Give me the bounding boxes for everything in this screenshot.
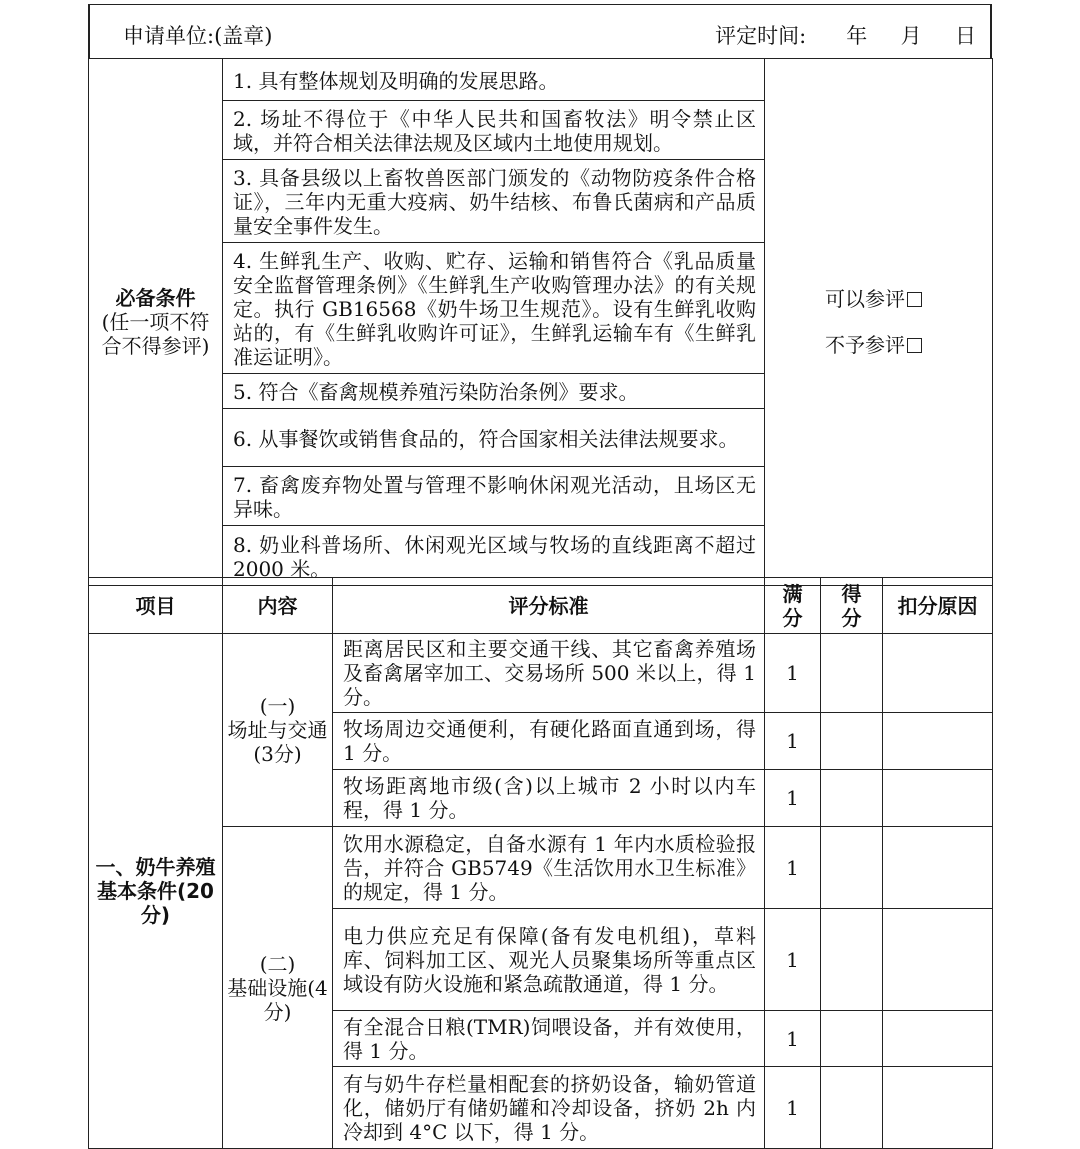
column-header-score: 得分 — [821, 578, 883, 634]
evaluation-date-label: 评定时间: 年 月 日 — [715, 24, 976, 48]
score-input-cell[interactable] — [821, 634, 883, 713]
deduction-reason-cell[interactable] — [883, 909, 993, 1011]
column-header-criteria: 评分标准 — [333, 578, 765, 634]
full-score-cell: 1 — [765, 1067, 821, 1149]
prerequisites-table — [88, 58, 993, 586]
score-input-cell[interactable] — [821, 1011, 883, 1067]
group-title: 基础设施(4分) — [227, 975, 328, 1024]
group-title: 场址与交通(3分) — [227, 718, 328, 766]
not-eligible-option-label: 不予参评 — [825, 333, 905, 357]
deduction-reason-cell[interactable] — [883, 1067, 993, 1149]
score-input-cell[interactable] — [821, 770, 883, 827]
column-header-full-score: 满分 — [765, 578, 821, 634]
criteria-cell: 牧场距离地市级(含)以上城市 2 小时以内车程，得 1 分。 — [333, 770, 765, 827]
score-input-cell[interactable] — [821, 1067, 883, 1149]
prerequisite-item: 8. 奶业科普场所、休闲观光区域与牧场的直线距离不超过 2000 米。 — [223, 526, 765, 586]
criteria-cell: 电力供应充足有保障(备有发电机组)，草料库、饲料加工区、观光人员聚集场所等重点区域设有防火设施和紧急疏散通道，得 1 分。 — [333, 909, 765, 1011]
form-header — [88, 4, 992, 58]
criteria-cell: 距离居民区和主要交通干线、其它畜禽养殖场及畜禽屠宰加工、交易场所 500 米以上，得 1 分。 — [333, 634, 765, 713]
prerequisites-label-cell — [89, 59, 223, 586]
eligible-option-label: 可以参评 — [825, 287, 905, 311]
eligible-checkbox[interactable] — [907, 292, 922, 307]
group-number: (二) — [259, 951, 296, 976]
scoring-table — [88, 577, 993, 1149]
not-eligible-option[interactable] — [825, 322, 992, 368]
group-label-site-transport — [223, 634, 333, 827]
applicant-label: 申请单位:(盖章) — [123, 24, 273, 48]
criteria-cell: 有与奶牛存栏量相配套的挤奶设备，输奶管道化，储奶厅有储奶罐和冷却设备，挤奶 2h 内冷却到 4°C 以下，得 1 分。 — [333, 1067, 765, 1149]
prerequisite-item: 1. 具有整体规划及明确的发展思路。 — [223, 59, 765, 101]
full-score-cell: 1 — [765, 634, 821, 713]
full-score-cell: 1 — [765, 1011, 821, 1067]
criteria-cell: 有全混合日粮(TMR)饲喂设备，并有效使用，得 1 分。 — [333, 1011, 765, 1067]
eligibility-options-cell — [765, 59, 993, 586]
column-header-item: 项目 — [89, 578, 223, 634]
group-label-infrastructure — [223, 827, 333, 1149]
prerequisite-item: 7. 畜禽废弃物处置与管理不影响休闲观光活动，且场区无异味。 — [223, 467, 765, 526]
prerequisite-item: 5. 符合《畜禽规模养殖污染防治条例》要求。 — [223, 374, 765, 409]
full-score-cell: 1 — [765, 909, 821, 1011]
table-row — [89, 634, 993, 713]
full-score-cell: 1 — [765, 713, 821, 770]
scoring-table-header — [89, 578, 993, 634]
score-input-cell[interactable] — [821, 827, 883, 909]
prerequisite-item: 3. 具备县级以上畜牧兽医部门颁发的《动物防疫条件合格证》，三年内无重大疫病、奶牛结核、布鲁氏菌病和产品质量安全事件发生。 — [223, 160, 765, 243]
table-row — [89, 827, 993, 909]
deduction-reason-cell[interactable] — [883, 1011, 993, 1067]
column-header-content: 内容 — [223, 578, 333, 634]
column-header-deduction-reason: 扣分原因 — [883, 578, 993, 634]
group-number: (一) — [259, 694, 296, 718]
prerequisites-title: 必备条件 — [115, 286, 196, 310]
deduction-reason-cell[interactable] — [883, 827, 993, 909]
prerequisite-item: 4. 生鲜乳生产、收购、贮存、运输和销售符合《乳品质量安全监督管理条例》《生鲜乳生产收购管理办法》的有关规定。执行 GB16568《奶牛场卫生规范》。设有生鲜乳收购站的，有《生鲜乳收购许可证》，生鲜乳运输车有《生鲜乳准运证明》。 — [223, 243, 765, 374]
deduction-reason-cell[interactable] — [883, 713, 993, 770]
eligible-option[interactable] — [825, 276, 992, 322]
prerequisite-item: 2. 场址不得位于《中华人民共和国畜牧法》明令禁止区域，并符合相关法律法规及区域内土地使用规划。 — [223, 101, 765, 160]
not-eligible-checkbox[interactable] — [907, 338, 922, 353]
prerequisites-note: (任一项不符合不得参评) — [101, 310, 210, 358]
section-title: 一、奶牛养殖基本条件(20分) — [89, 634, 223, 1149]
full-score-cell: 1 — [765, 770, 821, 827]
criteria-cell: 牧场周边交通便利，有硬化路面直通到场，得 1 分。 — [333, 713, 765, 770]
score-input-cell[interactable] — [821, 713, 883, 770]
prerequisite-item: 6. 从事餐饮或销售食品的，符合国家相关法律法规要求。 — [223, 409, 765, 467]
deduction-reason-cell[interactable] — [883, 634, 993, 713]
criteria-cell: 饮用水源稳定，自备水源有 1 年内水质检验报告，并符合 GB5749《生活饮用水卫生标准》的规定，得 1 分。 — [333, 827, 765, 909]
score-input-cell[interactable] — [821, 909, 883, 1011]
deduction-reason-cell[interactable] — [883, 770, 993, 827]
full-score-cell: 1 — [765, 827, 821, 909]
